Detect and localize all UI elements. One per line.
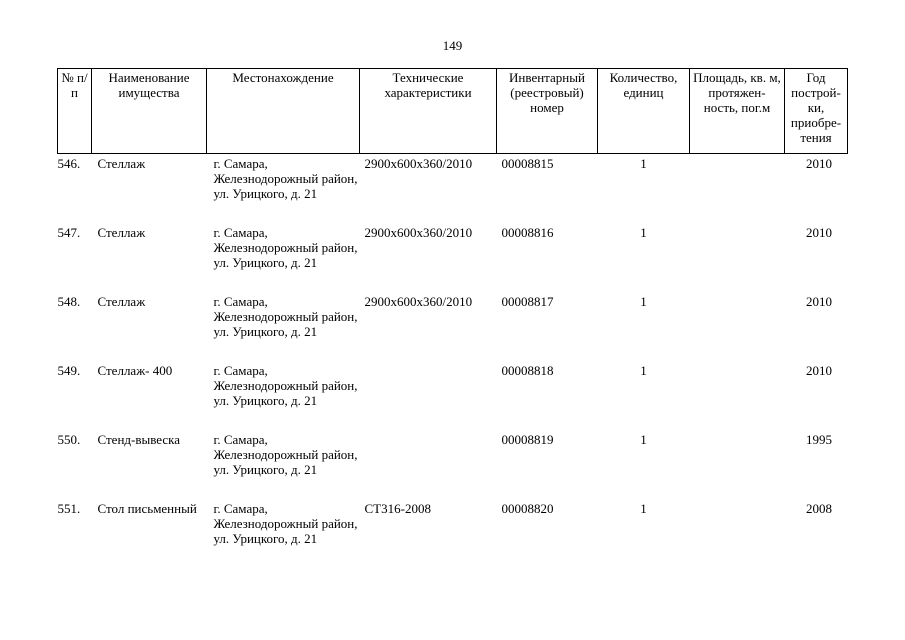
cell-quantity: 1 (640, 500, 647, 516)
cell-inventory: 00008819 (501, 431, 554, 447)
cell-year: 2010 (806, 156, 832, 171)
page-number: 149 (442, 38, 463, 53)
col-header-number: № п/п (58, 69, 92, 154)
col-header-inventory: Инвентарный (реестровый) номер (497, 69, 598, 154)
cell-year: 2010 (806, 362, 832, 378)
table-header-row (58, 69, 848, 154)
cell-number: 550. (57, 431, 81, 447)
cell-tech: СТ316-2008 (364, 500, 431, 516)
cell-name: Стеллаж- 400 (97, 362, 173, 378)
cell-year: 2008 (806, 500, 832, 516)
cell-tech: 2900х600х360/2010 (364, 224, 473, 240)
cell-location: г. Самара, Железнодорожный район, ул. Урицкого, д. 21 (213, 293, 358, 339)
cell-tech: 2900х600х360/2010 (364, 156, 473, 171)
cell-year: 2010 (806, 224, 832, 240)
cell-inventory: 00008820 (501, 500, 554, 516)
property-table (57, 68, 848, 565)
cell-number: 549. (57, 362, 81, 378)
col-header-quantity: Количество, единиц (598, 69, 690, 154)
cell-number: 548. (57, 293, 81, 309)
cell-tech (360, 361, 497, 430)
cell-area (690, 499, 785, 565)
cell-tech: 2900х600х360/2010 (364, 293, 473, 309)
col-header-area: Площадь, кв. м, протяжен-ность, пог.м (690, 69, 785, 154)
cell-location: г. Самара, Железнодорожный район, ул. Урицкого, д. 21 (213, 431, 358, 477)
cell-inventory: 00008817 (501, 293, 554, 309)
cell-location: г. Самара, Железнодорожный район, ул. Урицкого, д. 21 (213, 362, 358, 408)
cell-quantity: 1 (640, 156, 647, 171)
cell-name: Стол письменный (97, 500, 197, 516)
cell-quantity: 1 (640, 224, 647, 240)
cell-inventory: 00008815 (501, 156, 554, 171)
cell-inventory: 00008816 (501, 224, 554, 240)
cell-location: г. Самара, Железнодорожный район, ул. Урицкого, д. 21 (213, 224, 358, 270)
cell-name: Стеллаж (97, 224, 146, 240)
cell-inventory: 00008818 (501, 362, 554, 378)
table-row (58, 154, 848, 223)
col-header-tech: Технические характеристики (360, 69, 497, 154)
cell-area (690, 361, 785, 430)
cell-year: 1995 (806, 431, 832, 447)
cell-name: Стенд-вывеска (97, 431, 181, 447)
cell-area (690, 430, 785, 499)
cell-tech (360, 430, 497, 499)
cell-area (690, 292, 785, 361)
cell-quantity: 1 (640, 362, 647, 378)
cell-number: 547. (57, 224, 81, 240)
col-header-location: Местонахождение (207, 69, 360, 154)
col-header-year: Год построй-ки, приобре-тения (785, 69, 848, 154)
cell-area (690, 223, 785, 292)
table-row (58, 361, 848, 430)
table-row (58, 292, 848, 361)
cell-year: 2010 (806, 293, 832, 309)
cell-name: Стеллаж (97, 293, 146, 309)
cell-quantity: 1 (640, 431, 647, 447)
table-row (58, 430, 848, 499)
cell-number: 546. (57, 156, 81, 171)
cell-location: г. Самара, Железнодорожный район, ул. Урицкого, д. 21 (213, 500, 358, 546)
table-row (58, 499, 848, 565)
cell-location: г. Самара, Железнодорожный район, ул. Урицкого, д. 21 (213, 156, 358, 201)
cell-number: 551. (57, 500, 81, 516)
col-header-name: Наименование имущества (92, 69, 207, 154)
table-row (58, 223, 848, 292)
cell-area (690, 154, 785, 223)
cell-quantity: 1 (640, 293, 647, 309)
cell-name: Стеллаж (97, 156, 146, 171)
